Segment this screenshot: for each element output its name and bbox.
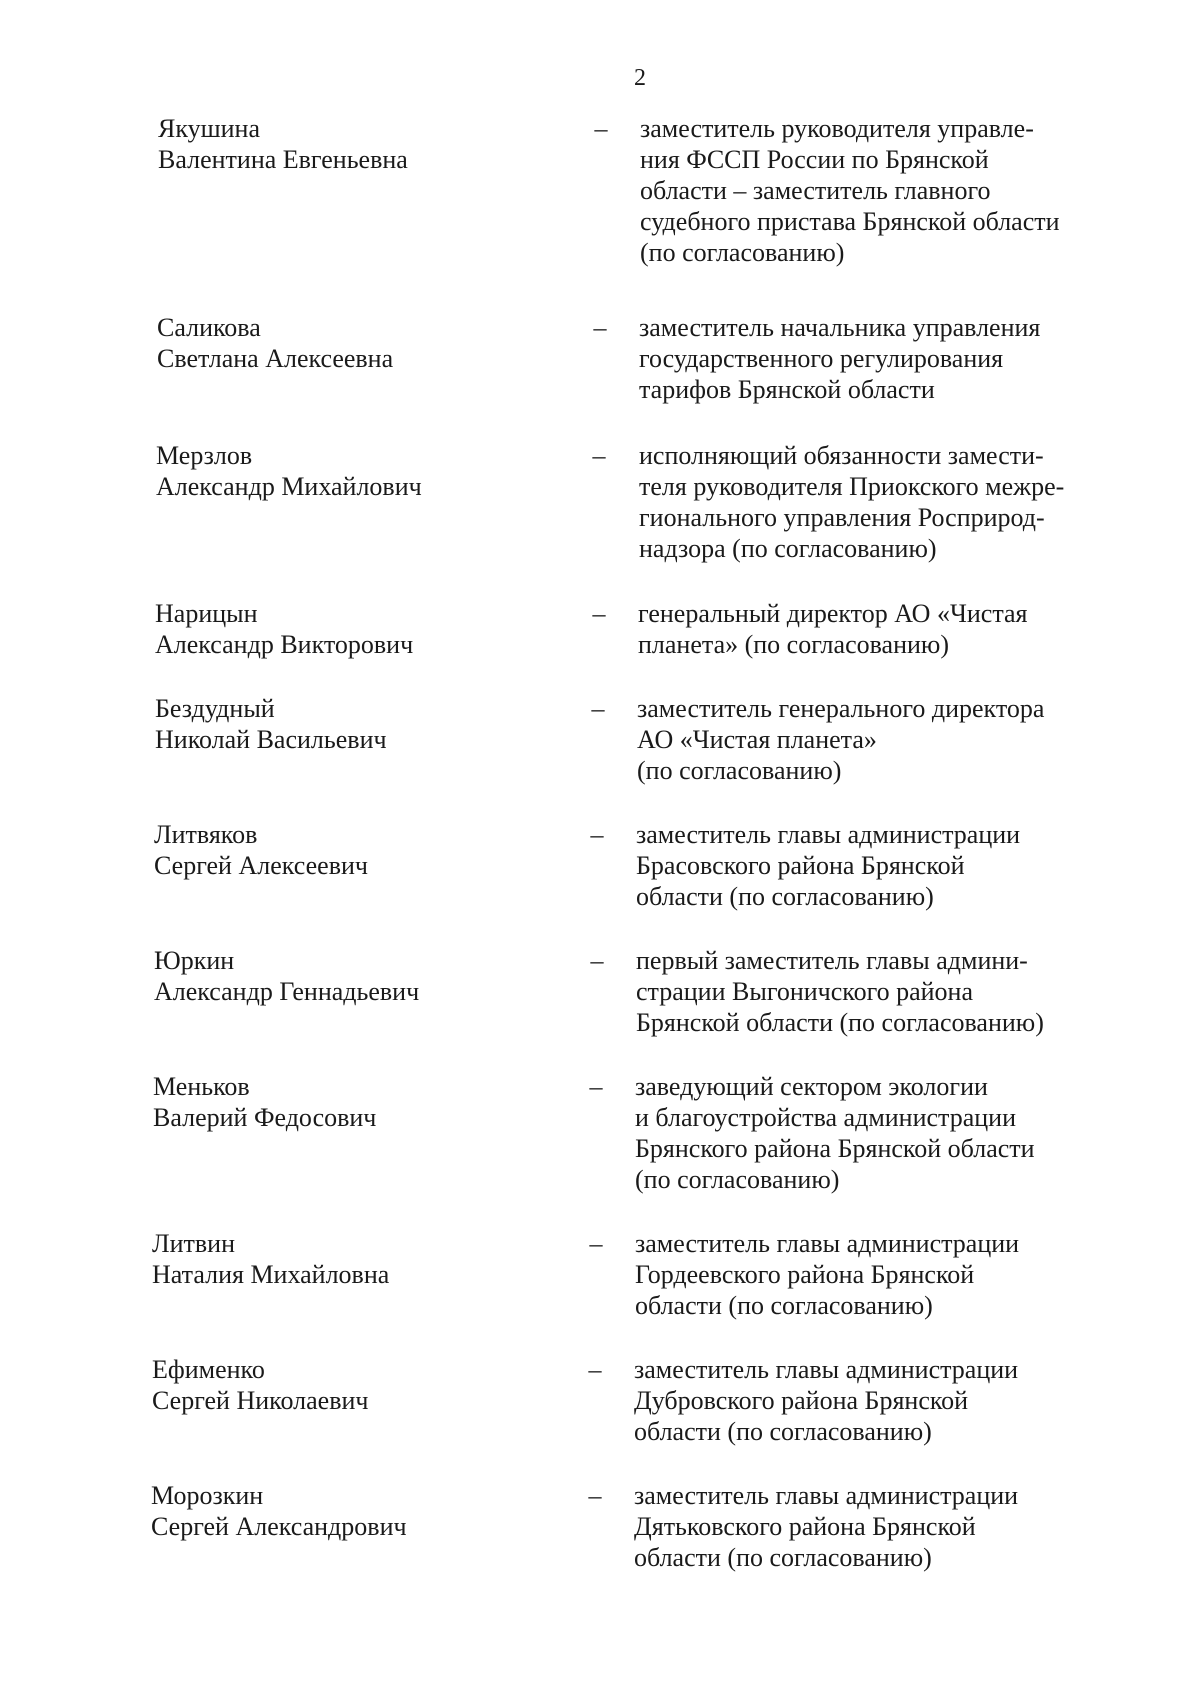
person-surname: Юркин (154, 946, 235, 975)
separator-dash: – (590, 946, 604, 975)
person-given-names: Александр Геннадьевич (154, 977, 420, 1006)
position-description: заместитель главы администрации Дубровского района Брянской области (по согласованию) (634, 1355, 1019, 1446)
person-given-names: Валентина Евгеньевна (158, 145, 408, 174)
person-name (155, 693, 575, 755)
person-name (157, 312, 577, 374)
separator-dash: – (592, 599, 606, 628)
position-description: заместитель руководителя управле- ния ФССП России по Брянской области – заместитель главного судебного пристава Брянской области (по согласованию) (640, 114, 1060, 267)
person-name (155, 598, 575, 660)
person-name (152, 1354, 572, 1416)
person-name (156, 440, 576, 502)
person-given-names: Сергей Александрович (151, 1512, 407, 1541)
separator-dash: – (593, 313, 607, 342)
position-description: заместитель главы администрации Дятьковского района Брянской области (по согласованию) (634, 1481, 1019, 1572)
separator-dash: – (589, 1072, 603, 1101)
person-surname: Нарицын (155, 599, 258, 628)
person-surname: Меньков (153, 1072, 250, 1101)
person-given-names: Александр Михайлович (156, 472, 422, 501)
person-surname: Бездудный (155, 694, 275, 723)
separator-dash: – (594, 114, 608, 143)
position-description: заведующий сектором экологии и благоустройства администрации Брянского района Брянской области (по согласованию) (635, 1072, 1035, 1194)
person-name (154, 945, 574, 1007)
position-description: исполняющий обязанности замести- теля руководителя Приокского межре- гионального управления Росприрод- надзора (по согласованию) (639, 441, 1065, 563)
person-surname: Ефименко (152, 1355, 265, 1384)
position-description: заместитель главы администрации Брасовского района Брянской области (по согласованию) (636, 820, 1021, 911)
person-surname: Литвяков (154, 820, 258, 849)
person-given-names: Александр Викторович (155, 630, 414, 659)
position-description: заместитель главы администрации Гордеевского района Брянской области (по согласованию) (635, 1229, 1020, 1320)
separator-dash: – (588, 1481, 602, 1510)
person-given-names: Сергей Николаевич (152, 1386, 369, 1415)
separator-dash: – (590, 820, 604, 849)
person-given-names: Николай Васильевич (155, 725, 387, 754)
separator-dash: – (591, 694, 605, 723)
person-surname: Морозкин (151, 1481, 264, 1510)
person-surname: Саликова (157, 313, 261, 342)
position-description: заместитель начальника управления государственного регулирования тарифов Брянской области (639, 313, 1041, 404)
person-given-names: Сергей Алексеевич (154, 851, 368, 880)
position-description: первый заместитель главы админи- страции Выгоничского района Брянской области (по согласованию) (636, 946, 1044, 1037)
person-name (158, 113, 578, 175)
person-surname: Мерзлов (156, 441, 253, 470)
person-name (151, 1480, 571, 1542)
separator-dash: – (592, 441, 606, 470)
person-name (152, 1228, 572, 1290)
position-description: заместитель генерального директора АО «Чистая планета» (по согласованию) (637, 694, 1045, 785)
person-name (153, 1071, 573, 1133)
person-given-names: Наталия Михайловна (152, 1260, 390, 1289)
person-given-names: Валерий Федосович (153, 1103, 377, 1132)
page-number: 2 (634, 65, 646, 91)
position-description: генеральный директор АО «Чистая планета» (по согласованию) (638, 599, 1028, 659)
person-name (154, 819, 574, 881)
separator-dash: – (589, 1229, 603, 1258)
separator-dash: – (588, 1355, 602, 1384)
person-surname: Литвин (152, 1229, 236, 1258)
person-surname: Якушина (158, 114, 260, 143)
person-given-names: Светлана Алексеевна (157, 344, 394, 373)
